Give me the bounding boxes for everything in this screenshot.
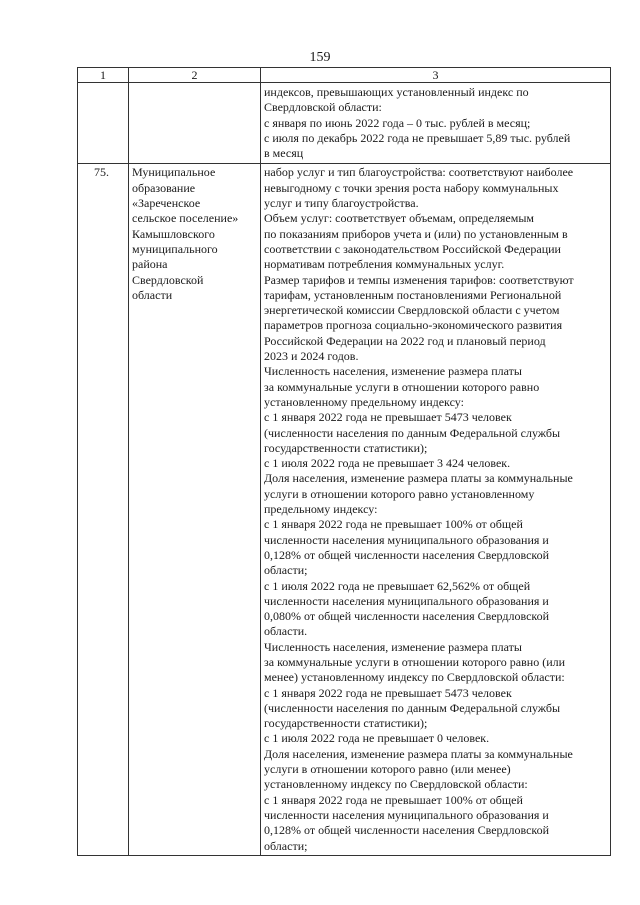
text-line: услуги в отношении которого равно установленному — [264, 486, 535, 501]
text-line: Размер тарифов и темпы изменения тарифов: соответствуют — [264, 272, 574, 287]
municipality-line: Камышловского — [132, 226, 215, 241]
text-line: за коммунальные услуги в отношении которого равно — [264, 379, 540, 394]
column-header-1: 1 — [78, 68, 129, 83]
text-line: Доля населения, изменение размера платы за коммунальные — [264, 471, 573, 486]
text-line: энергетической комиссии Свердловской области с учетом — [264, 303, 560, 318]
text-line: численности населения муниципального образования и — [264, 532, 549, 547]
text-line: Доля населения, изменение размера платы за коммунальные — [264, 746, 573, 761]
text-line: установленному индексу по Свердловской области: — [264, 777, 528, 792]
text-line: в месяц — [264, 146, 304, 161]
text-line: численности населения муниципального образования и — [264, 593, 549, 608]
text-line: с 1 января 2022 года не превышает 5473 человек — [264, 685, 512, 700]
text-line: Численность населения, изменение размера платы — [264, 639, 522, 654]
text-line: области. — [264, 624, 308, 639]
text-line: тарифам, установленным постановлениями Региональной — [264, 287, 562, 302]
text-line: Объем услуг: соответствует объемам, определяемым — [264, 211, 535, 226]
continuation-number-cell — [78, 83, 129, 164]
municipality-cell — [129, 164, 261, 855]
municipality-line: образование — [132, 180, 196, 195]
text-line: набор услуг и тип благоустройства: соответствуют наиболее — [264, 165, 574, 180]
table-row — [78, 164, 611, 855]
text-line: области; — [264, 563, 308, 578]
text-line: соответствии с законодательством Российской Федерации — [264, 241, 561, 256]
municipality-line: «Зареченское — [132, 196, 201, 211]
text-line: области; — [264, 838, 308, 853]
text-line: Свердловской области: — [264, 100, 382, 115]
text-line: Российской Федерации на 2022 год и плановый период — [264, 333, 546, 348]
municipality-line: муниципального — [132, 241, 218, 256]
column-header-2: 2 — [129, 68, 261, 83]
continuation-name-cell — [129, 83, 261, 164]
text-line: 0,128% от общей численности населения Свердловской — [264, 823, 550, 838]
text-line: по показаниям приборов учета и (или) по установленным в — [264, 226, 568, 241]
text-line: численности населения муниципального образования и — [264, 807, 549, 822]
text-line: (численности населения по данным Федеральной службы — [264, 425, 561, 440]
column-header-3: 3 — [261, 68, 611, 83]
municipality-line: области — [132, 287, 173, 302]
table-header-row — [78, 68, 611, 83]
municipality-line: Свердловской — [132, 272, 204, 287]
continuation-text-cell — [261, 83, 611, 164]
continuation-row — [78, 83, 611, 164]
text-line: предельному индексу: — [264, 502, 378, 517]
text-line: за коммунальные услуги в отношении которого равно (или — [264, 654, 566, 669]
text-line: с 1 июля 2022 года не превышает 62,562% от общей — [264, 578, 531, 593]
description-cell — [261, 164, 611, 855]
text-line: с июля по декабрь 2022 года не превышает 5,89 тыс. рублей — [264, 130, 571, 145]
text-line: услуг и типу благоустройства. — [264, 196, 419, 211]
text-line: индексов, превышающих установленный индекс по — [264, 85, 529, 99]
text-line: 0,080% от общей численности населения Свердловской — [264, 609, 550, 624]
text-line: Численность населения, изменение размера платы — [264, 364, 522, 379]
text-line: с января по июнь 2022 года – 0 тыс. рублей в месяц; — [264, 115, 531, 130]
municipality-line: Муниципальное — [132, 165, 216, 180]
text-line: государственности статистики); — [264, 716, 428, 731]
text-line: с 1 января 2022 года не превышает 100% от общей — [264, 517, 523, 532]
row-number: 75. — [78, 164, 129, 855]
text-line: 2023 и 2024 годов. — [264, 349, 359, 364]
text-line: менее) установленному индексу по Свердловской области: — [264, 670, 565, 685]
text-line: параметров прогноза социально-экономического развития — [264, 318, 563, 333]
text-line: с 1 января 2022 года не превышает 5473 человек — [264, 410, 512, 425]
text-line: 0,128% от общей численности населения Свердловской — [264, 547, 550, 562]
text-line: установленному предельному индексу: — [264, 394, 464, 409]
text-line: с 1 июля 2022 года не превышает 3 424 человек. — [264, 456, 511, 471]
municipality-line: сельское поселение» — [132, 211, 239, 226]
text-line: с 1 июля 2022 года не превышает 0 человек. — [264, 731, 490, 746]
page-number: 159 — [309, 50, 331, 65]
text-line: невыгодному с точки зрения роста набору коммунальных — [264, 180, 559, 195]
document-table — [77, 67, 611, 856]
text-line: (численности населения по данным Федеральной службы — [264, 700, 561, 715]
text-line: с 1 января 2022 года не превышает 100% от общей — [264, 792, 523, 807]
text-line: государственности статистики); — [264, 440, 428, 455]
municipality-line: района — [132, 257, 168, 272]
text-line: нормативам потребления коммунальных услуг. — [264, 257, 505, 272]
text-line: услуги в отношении которого равно (или менее) — [264, 762, 511, 777]
